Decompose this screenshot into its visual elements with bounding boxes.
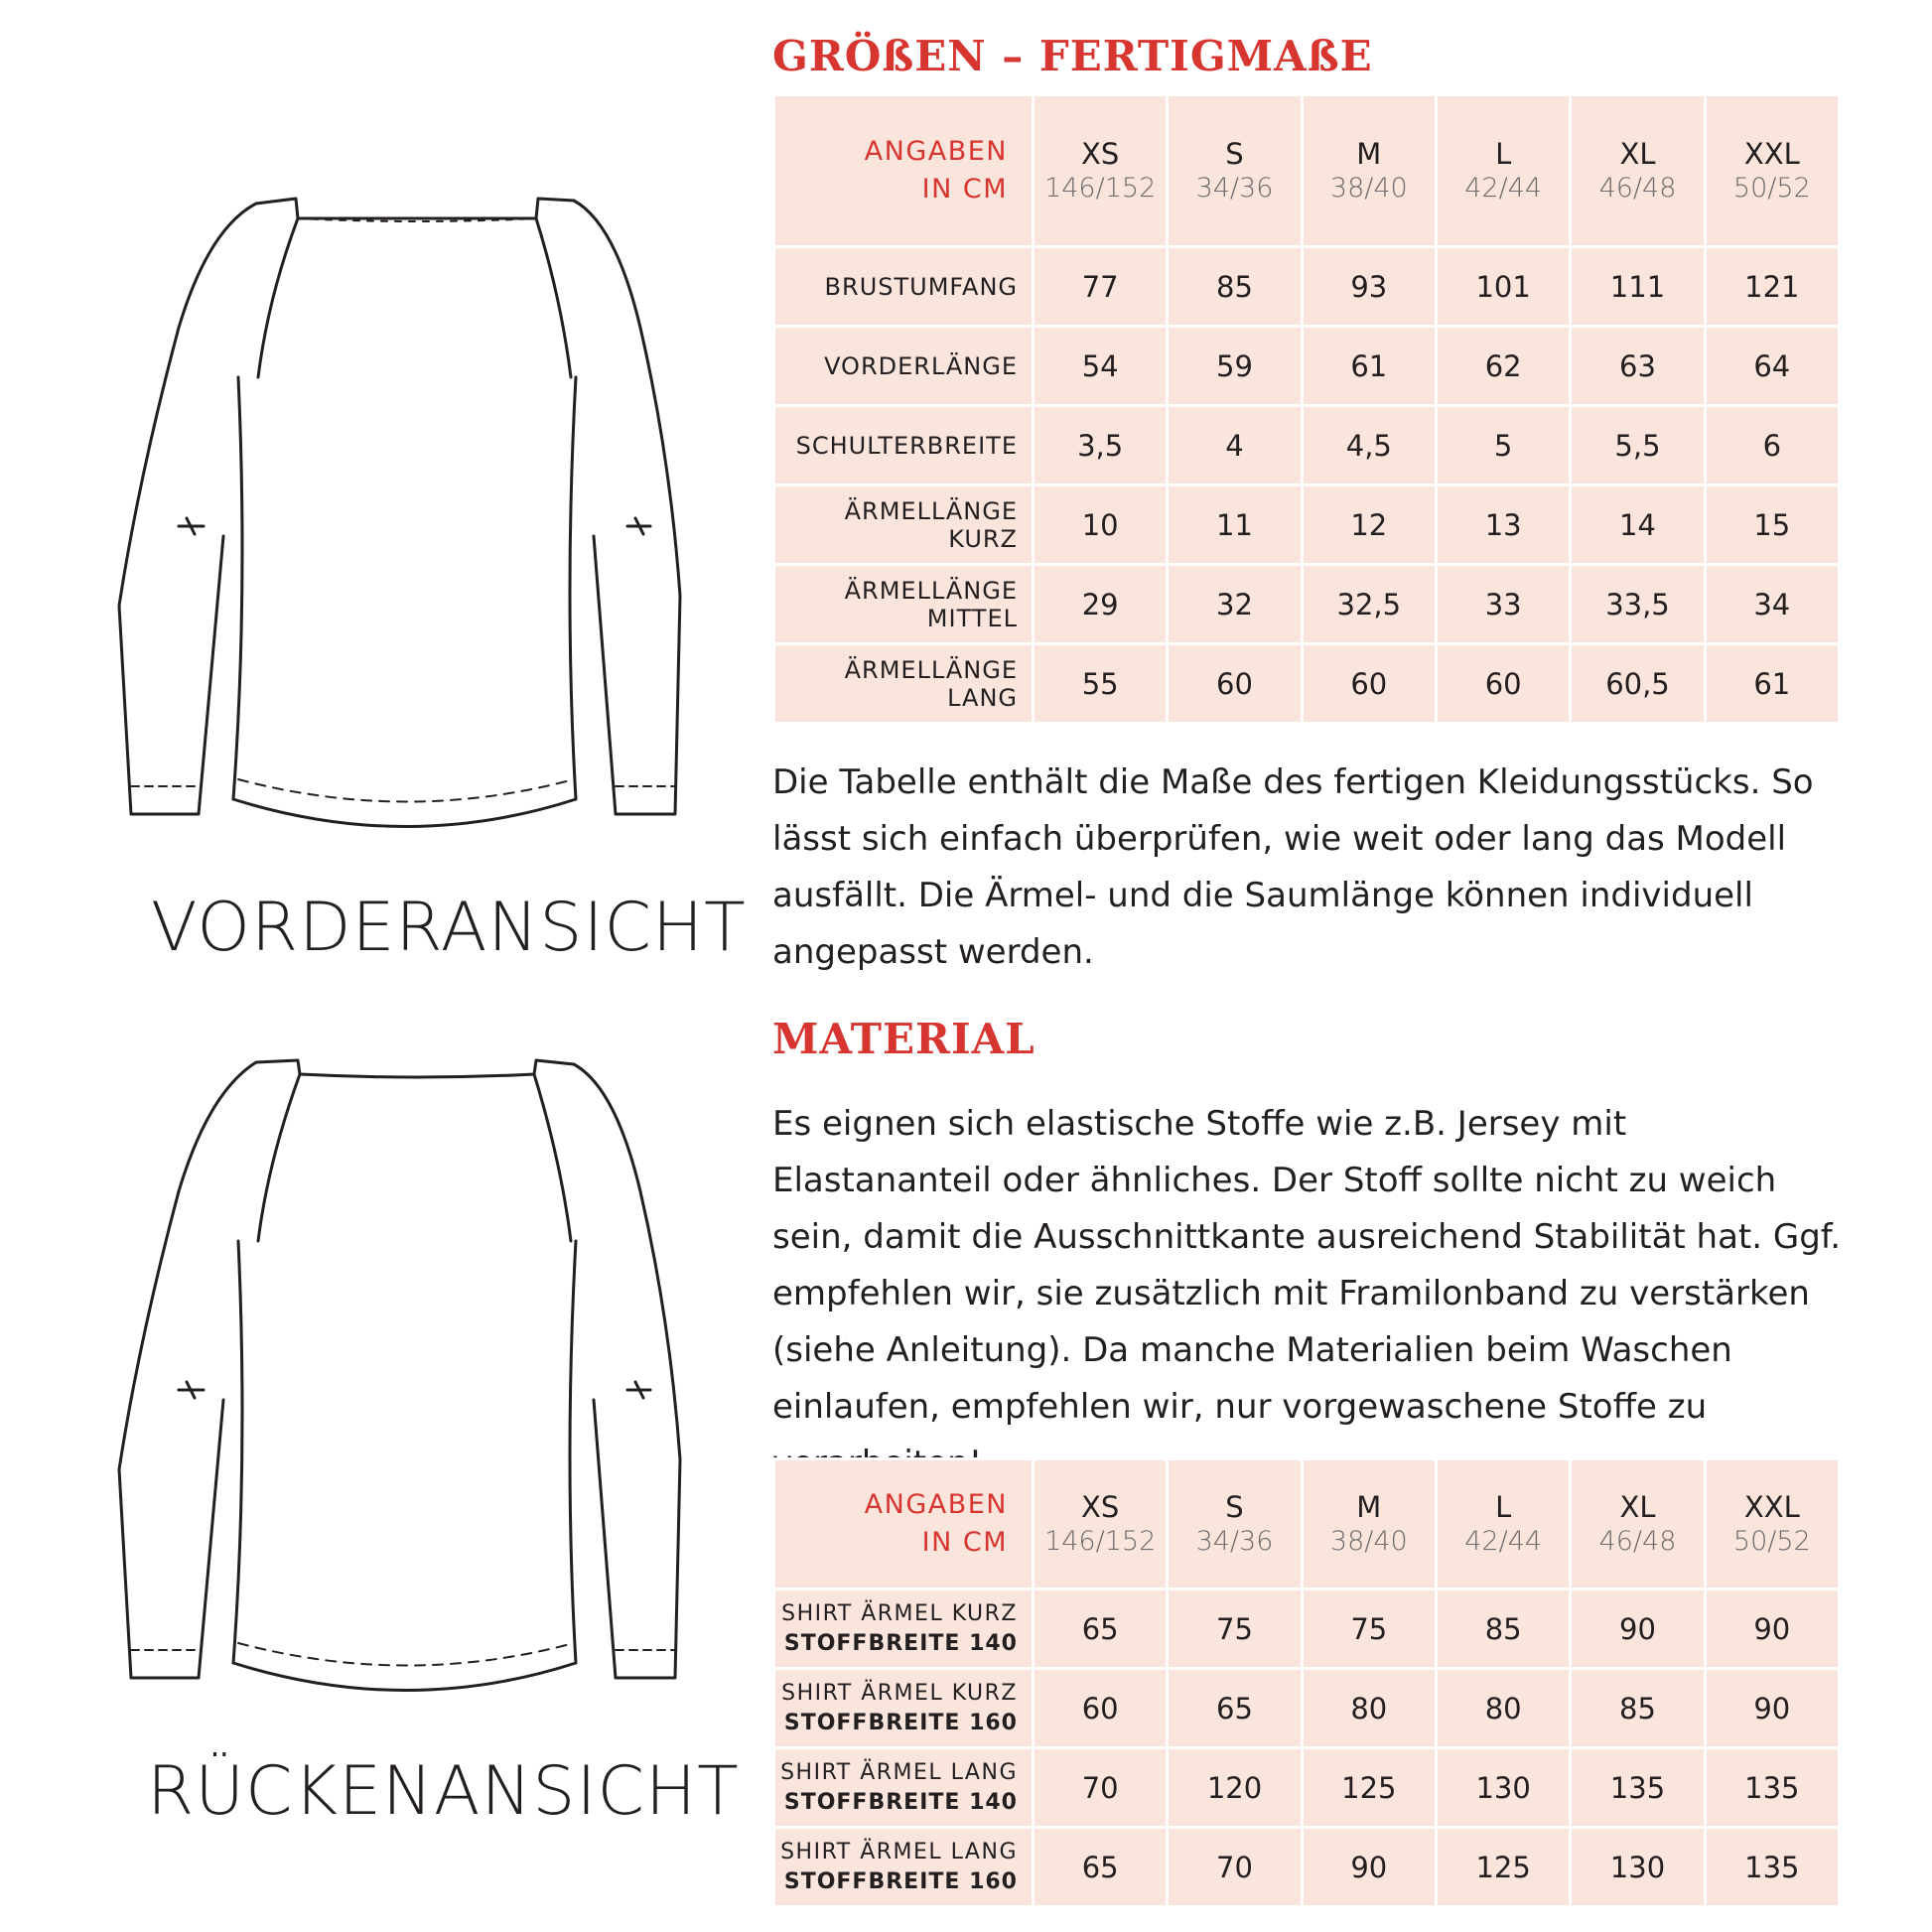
row-label: ÄRMELLÄNGE LANG	[775, 645, 1032, 722]
finished-measurements-table	[772, 93, 1841, 725]
size-column-l	[1438, 1460, 1569, 1587]
table-cell: 125	[1438, 1829, 1569, 1905]
row-label-garment: SHIRT ÄRMEL KURZ	[781, 1680, 1018, 1706]
row-label-fabric-width: STOFFBREITE 140	[783, 1630, 1018, 1656]
table-cell: 59	[1169, 328, 1300, 404]
size-column-xxl	[1707, 1460, 1838, 1587]
size-code: XXL	[1743, 137, 1800, 171]
table-cell: 34	[1707, 566, 1838, 642]
units-label-line1: ANGABEN	[864, 136, 1008, 167]
material-description: Es eignen sich elastische Stoffe wie z.B. Jersey mit Elastananteil oder ähnliches. Der Stoff sollte nicht zu weich sein, damit die Ausschnittkante ausreichend Stabilität hat. Ggf. empfehlen wir, sie zusätzlich mit Framilonband zu verstärken (siehe Anleitung). Da manche Materialien beim Waschen einlaufen, empfehlen wir, nur vorgewaschene Stoffe zu	[772, 1104, 1842, 1427]
table-cell: 64	[1707, 328, 1838, 404]
size-column-m	[1304, 1460, 1435, 1587]
size-range: 146/152	[1044, 173, 1157, 204]
size-code: M	[1356, 1490, 1382, 1524]
table-cell: 90	[1572, 1590, 1703, 1667]
size-column-xl	[1572, 1460, 1703, 1587]
table-header-row	[775, 96, 1838, 245]
table-cell: 135	[1572, 1749, 1703, 1826]
size-column-xl	[1572, 96, 1703, 245]
table-cell: 85	[1169, 248, 1300, 325]
size-code: S	[1225, 1490, 1244, 1524]
table-row	[775, 566, 1838, 642]
table-cell: 4	[1169, 407, 1300, 483]
front-view-label: VORDERANSICHT	[151, 889, 747, 967]
table-cell: 61	[1707, 645, 1838, 722]
table-cell: 135	[1707, 1749, 1838, 1826]
size-code: L	[1495, 137, 1512, 171]
table-cell: 60	[1169, 645, 1300, 722]
table-cell: 60,5	[1572, 645, 1703, 722]
table-cell: 11	[1169, 486, 1300, 563]
units-label	[775, 1460, 1032, 1587]
row-label: ÄRMELLÄNGE KURZ	[775, 486, 1032, 563]
units-label-line1: ANGABEN	[864, 1489, 1008, 1520]
size-column-m	[1304, 96, 1435, 245]
units-label-line2: IN CM	[921, 1527, 1008, 1558]
table-cell: 80	[1438, 1670, 1569, 1746]
size-code: XS	[1081, 1490, 1120, 1524]
row-label: BRUSTUMFANG	[775, 248, 1032, 325]
table-cell: 33,5	[1572, 566, 1703, 642]
table-row	[775, 248, 1838, 325]
row-label: SCHULTERBREITE	[775, 407, 1032, 483]
size-range: 46/48	[1598, 173, 1677, 204]
table-cell: 54	[1035, 328, 1166, 404]
row-label-fabric-width: STOFFBREITE 160	[783, 1868, 1018, 1894]
sizes-heading: GRÖßEN – FERTIGMAßE	[772, 32, 1373, 80]
size-column-l	[1438, 96, 1569, 245]
size-column-xs	[1035, 96, 1166, 245]
table-cell: 125	[1304, 1749, 1435, 1826]
table-cell: 85	[1438, 1590, 1569, 1667]
row-label	[775, 1749, 1032, 1826]
table-cell: 93	[1304, 248, 1435, 325]
size-range: 34/36	[1195, 173, 1274, 204]
row-label: ÄRMELLÄNGE MITTEL	[775, 566, 1032, 642]
size-column-xs	[1035, 1460, 1166, 1587]
table-row	[775, 1670, 1838, 1746]
table-cell: 29	[1035, 566, 1166, 642]
back-view-label: RÜCKENANSICHT	[147, 1752, 740, 1831]
size-code: XL	[1619, 137, 1656, 171]
size-range: 38/40	[1329, 1526, 1408, 1557]
size-range: 50/52	[1732, 173, 1811, 204]
table-cell: 60	[1438, 645, 1569, 722]
row-label-fabric-width: STOFFBREITE 160	[783, 1710, 1018, 1735]
shirt-front-sketch	[99, 179, 735, 874]
size-code: XL	[1619, 1490, 1656, 1524]
table-cell: 77	[1035, 248, 1166, 325]
table-row	[775, 1829, 1838, 1905]
shirt-back-sketch	[99, 1042, 735, 1737]
size-code: S	[1225, 137, 1244, 171]
table-cell: 90	[1707, 1670, 1838, 1746]
table-row	[775, 1749, 1838, 1826]
size-column-s	[1169, 96, 1300, 245]
table-header-row	[775, 1460, 1838, 1587]
size-range: 46/48	[1598, 1526, 1677, 1557]
row-label	[775, 1590, 1032, 1667]
table-cell: 4,5	[1304, 407, 1435, 483]
size-range: 38/40	[1329, 173, 1408, 204]
size-range: 34/36	[1195, 1526, 1274, 1557]
table-cell: 5,5	[1572, 407, 1703, 483]
row-label-garment: SHIRT ÄRMEL KURZ	[781, 1600, 1018, 1626]
table-cell: 75	[1169, 1590, 1300, 1667]
size-code: M	[1356, 137, 1382, 171]
table-cell: 130	[1572, 1829, 1703, 1905]
table-cell: 121	[1707, 248, 1838, 325]
table-cell: 10	[1035, 486, 1166, 563]
row-label-garment: SHIRT ÄRMEL LANG	[780, 1839, 1018, 1864]
table-cell: 85	[1572, 1670, 1703, 1746]
row-label: VORDERLÄNGE	[775, 328, 1032, 404]
size-range: 42/44	[1464, 1526, 1543, 1557]
row-label	[775, 1670, 1032, 1746]
table-cell: 101	[1438, 248, 1569, 325]
table-cell: 65	[1035, 1829, 1166, 1905]
back-view-illustration	[99, 1042, 735, 1737]
table-cell: 12	[1304, 486, 1435, 563]
table-cell: 75	[1304, 1590, 1435, 1667]
table-cell: 33	[1438, 566, 1569, 642]
table-cell: 62	[1438, 328, 1569, 404]
table-cell: 32	[1169, 566, 1300, 642]
row-label	[775, 1829, 1032, 1905]
table-row	[775, 328, 1838, 404]
table-cell: 14	[1572, 486, 1703, 563]
table-cell: 61	[1304, 328, 1435, 404]
size-range: 50/52	[1732, 1526, 1811, 1557]
table-cell: 70	[1169, 1829, 1300, 1905]
size-range: 146/152	[1044, 1526, 1157, 1557]
front-view-illustration	[99, 179, 735, 874]
table-cell: 80	[1304, 1670, 1435, 1746]
table-row	[775, 407, 1838, 483]
table-cell: 63	[1572, 328, 1703, 404]
measurements-note: Die Tabelle enthält die Maße des fertigen Kleidungsstücks. So lässt sich einfach überprüfen, wie weit oder lang das Modell ausfällt. Die Ärmel- und die Saumlänge können individuell angepasst werden.	[772, 762, 1814, 972]
size-code: XS	[1081, 137, 1120, 171]
table-cell: 60	[1035, 1670, 1166, 1746]
size-column-s	[1169, 1460, 1300, 1587]
fabric-requirements-table	[772, 1457, 1841, 1908]
size-code: XXL	[1743, 1490, 1800, 1524]
size-column-xxl	[1707, 96, 1838, 245]
table-cell: 60	[1304, 645, 1435, 722]
table-row	[775, 645, 1838, 722]
table-cell: 90	[1707, 1590, 1838, 1667]
table-cell: 15	[1707, 486, 1838, 563]
units-label-line2: IN CM	[921, 174, 1008, 205]
material-heading: MATERIAL	[772, 1015, 1035, 1063]
table-cell: 32,5	[1304, 566, 1435, 642]
table-cell: 65	[1169, 1670, 1300, 1746]
table-cell: 5	[1438, 407, 1569, 483]
table-cell: 130	[1438, 1749, 1569, 1826]
table-cell: 3,5	[1035, 407, 1166, 483]
size-code: L	[1495, 1490, 1512, 1524]
size-range: 42/44	[1464, 173, 1543, 204]
table-cell: 135	[1707, 1829, 1838, 1905]
table-cell: 6	[1707, 407, 1838, 483]
table-cell: 90	[1304, 1829, 1435, 1905]
table-cell: 13	[1438, 486, 1569, 563]
table-cell: 70	[1035, 1749, 1166, 1826]
table-row	[775, 1590, 1838, 1667]
table-cell: 65	[1035, 1590, 1166, 1667]
row-label-fabric-width: STOFFBREITE 140	[783, 1789, 1018, 1815]
table-cell: 55	[1035, 645, 1166, 722]
table-cell: 111	[1572, 248, 1703, 325]
table-cell: 120	[1169, 1749, 1300, 1826]
units-label	[775, 96, 1032, 245]
table-row	[775, 486, 1838, 563]
row-label-garment: SHIRT ÄRMEL LANG	[780, 1759, 1018, 1785]
